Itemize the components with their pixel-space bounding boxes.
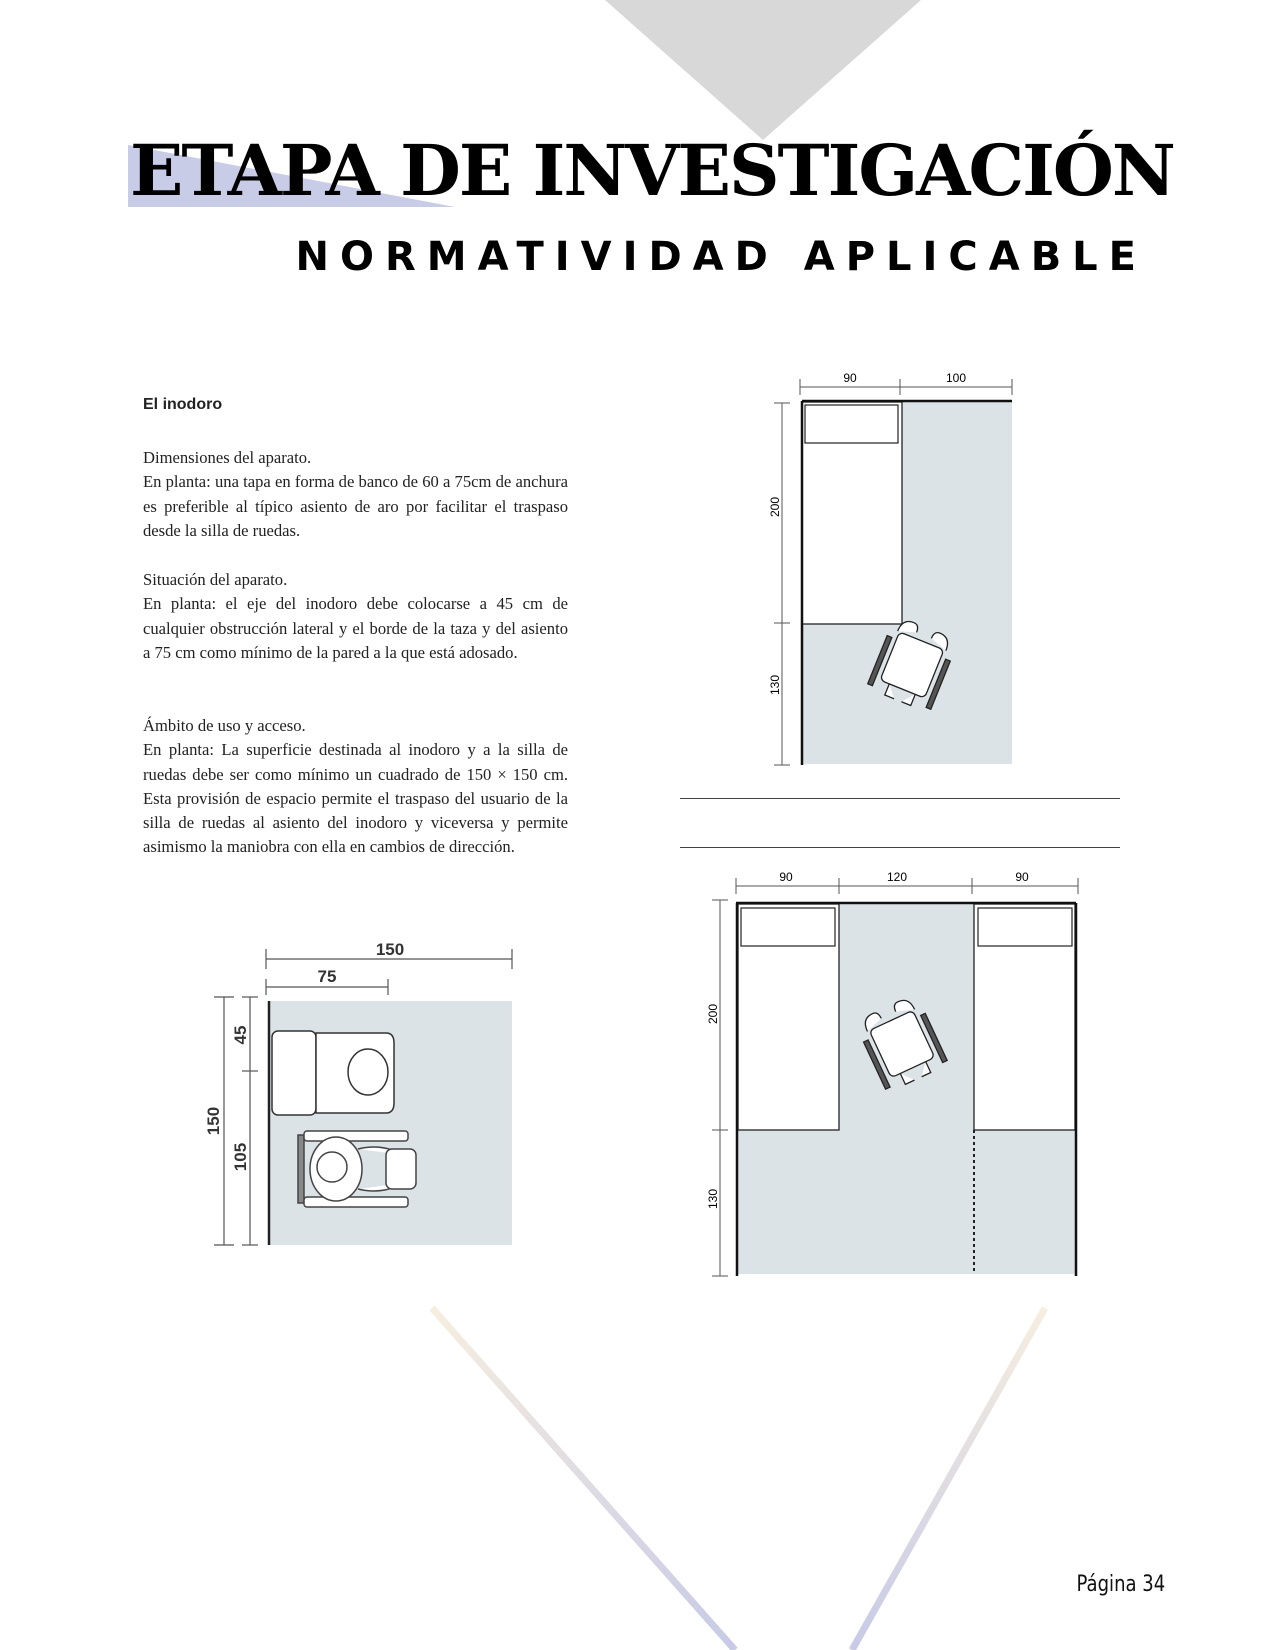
paragraph-text: En planta: una tapa en forma de banco de 60 a 75cm de anchura es preferible al típico asiento de aro por facilitar el traspaso desde la silla de ruedas. <box>143 472 568 540</box>
toilet-diagram <box>200 935 530 1255</box>
pillow-right <box>978 908 1072 946</box>
dim-105-left: 105 <box>231 1142 250 1172</box>
pillow-left <box>741 908 835 946</box>
dim-left-200: 200 <box>768 496 782 518</box>
dim-top-90: 90 <box>779 870 793 884</box>
dim-45-left: 45 <box>231 1025 250 1045</box>
divider <box>680 847 1120 848</box>
dim-top-90-right: 90 <box>1015 870 1029 884</box>
section-heading: El inodoro <box>143 396 223 413</box>
dim-left-130: 130 <box>768 674 782 696</box>
dim-top-120: 120 <box>886 870 908 884</box>
bottom-v-right <box>852 1308 1045 1650</box>
paragraph-situation <box>143 568 568 665</box>
paragraph-title: Ámbito de uso y acceso. <box>143 716 306 735</box>
page-number: Página 34 <box>1076 1572 1165 1597</box>
paragraph-text: En planta: La superficie destinada al inodoro y a la silla de ruedas debe ser como mínimo un cuadrado de 150 × 150 cm. Esta provisión de espacio permite el traspaso del usuario de la silla de ruedas al asiento del inodoro y viceversa y permite asimismo la maniobra con ella en cambios de dirección. <box>143 740 568 857</box>
paragraph-access <box>143 714 568 860</box>
page-title: ETAPA DE INVESTIGACIÓN <box>130 129 1174 212</box>
paragraph-dimensions <box>143 446 568 543</box>
dim-75-top: 75 <box>317 967 337 986</box>
paragraph-title: Situación del aparato. <box>143 570 288 589</box>
single-bed-diagram <box>760 365 1020 775</box>
double-bed-diagram <box>700 866 1090 1286</box>
dim-150-top: 150 <box>375 940 405 959</box>
page-subtitle: NORMATIVIDAD APLICABLE <box>295 234 1147 280</box>
dim-top-90: 90 <box>843 371 857 385</box>
top-triangle <box>605 0 921 140</box>
bottom-v-left <box>432 1308 735 1650</box>
paragraph-title: Dimensiones del aparato. <box>143 448 312 467</box>
dim-150-left: 150 <box>204 1106 223 1136</box>
toilet-icon <box>272 1031 394 1115</box>
divider <box>680 798 1120 799</box>
paragraph-text: En planta: el eje del inodoro debe colocarse a 45 cm de cualquier obstrucción lateral y el borde de la taza y del asiento a 75 cm como mínimo de la pared a la que está adosado. <box>143 594 568 662</box>
dim-left-200: 200 <box>706 1003 720 1025</box>
dim-left-130: 130 <box>706 1188 720 1210</box>
dim-top-100: 100 <box>945 371 967 385</box>
pillow <box>805 405 898 443</box>
